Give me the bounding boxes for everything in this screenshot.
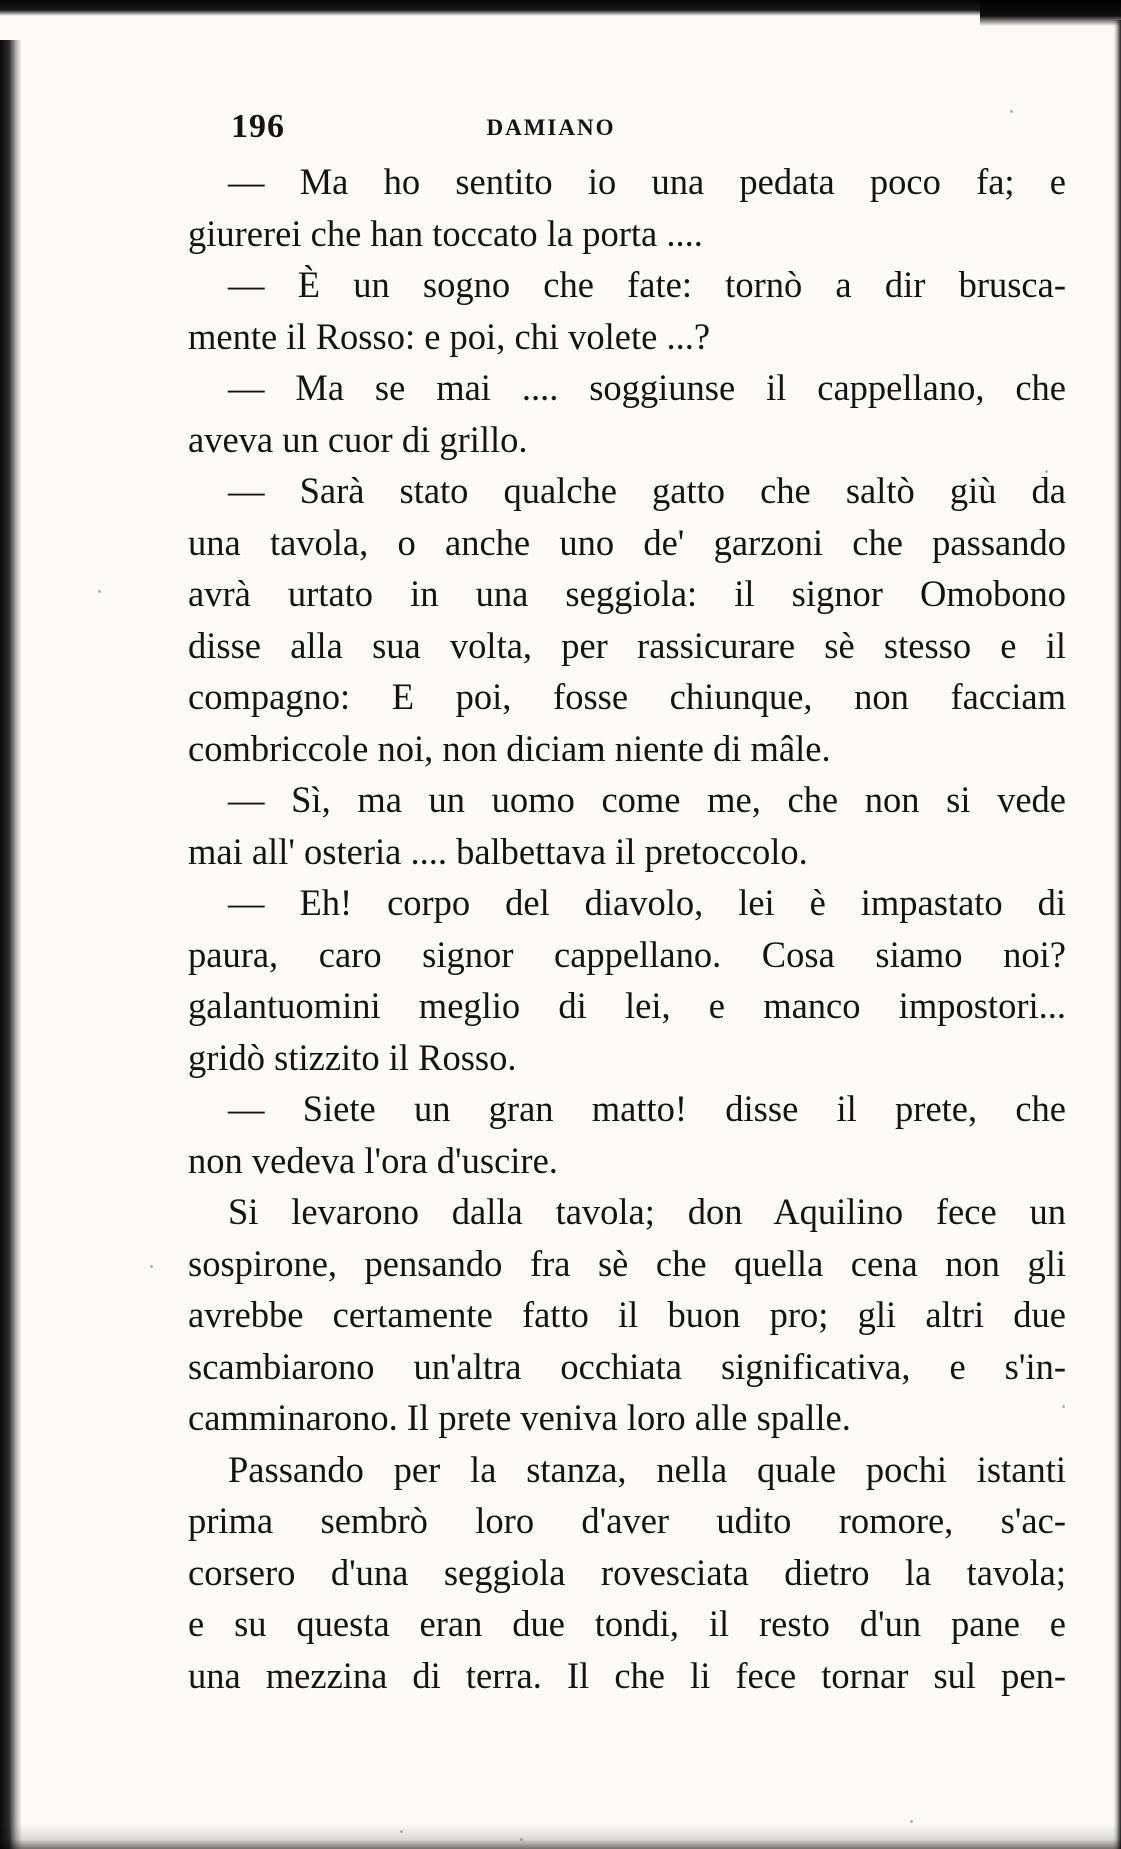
text-line: compagno: E poi, fosse chiunque, non facciam <box>188 676 1066 717</box>
text-line: scambiarono un'altra occhiata significativa, e s'in- <box>188 1345 1066 1387</box>
text-line: — Sì, ma un uomo come me, che non si vede <box>228 779 1066 820</box>
text-line: avrà urtato in una seggiola: il signor Omobono <box>188 573 1066 614</box>
page-number: 196 <box>231 108 285 145</box>
text-line: galantuomini meglio di lei, e manco impostori... <box>188 985 1066 1026</box>
text-line: Passando per la stanza, nella quale pochi istanti <box>228 1448 1066 1490</box>
scan-speck <box>150 1265 153 1268</box>
scan-speck <box>520 1838 523 1841</box>
text-line: una tavola, o anche uno de' garzoni che passando <box>188 521 1066 563</box>
scan-top-corner-shadow <box>980 0 1121 26</box>
text-line: — Ma ho sentito io una pedata poco fa; e <box>228 161 1066 202</box>
text-line: — È un sogno che fate: tornò a dir brusca- <box>228 264 1066 305</box>
text-line: avrebbe certamente fatto il buon pro; gli altri due <box>188 1294 1066 1335</box>
running-head <box>231 108 871 148</box>
text-line: aveva un cuor di grillo. <box>188 418 528 460</box>
body-text <box>188 156 1066 1701</box>
text-line: mai all' osteria .... balbettava il pretoccolo. <box>188 830 808 872</box>
scan-left-gutter-shadow <box>0 40 22 1849</box>
text-line: camminarono. Il prete veniva loro alle spalle. <box>188 1397 851 1438</box>
text-line: combriccole noi, non diciam niente di mâle. <box>188 727 831 769</box>
scan-bottom-shadow <box>0 1823 1121 1849</box>
text-line: paura, caro signor cappellano. Cosa siamo noi? <box>188 933 1066 975</box>
text-line: e su questa eran due tondi, il resto d'un pane e <box>188 1603 1066 1644</box>
text-line: Si levarono dalla tavola; don Aquilino fece un <box>228 1191 1066 1232</box>
running-title: DAMIANO <box>486 115 616 140</box>
scan-right-edge-shadow <box>1113 20 1121 1849</box>
text-line: — Siete un gran matto! disse il prete, che <box>228 1088 1066 1129</box>
text-line: gridò stizzito il Rosso. <box>188 1036 517 1078</box>
text-line: — Ma se mai .... soggiunse il cappellano, che <box>228 367 1066 408</box>
scan-top-border <box>0 0 1121 16</box>
text-line: mente il Rosso: e poi, chi volete ...? <box>188 315 711 357</box>
text-line: — Eh! corpo del diavolo, lei è impastato di <box>228 882 1066 923</box>
text-line: giurerei che han toccato la porta .... <box>188 212 703 254</box>
text-line: sospirone, pensando fra sè che quella cena non gli <box>188 1242 1066 1284</box>
text-line: non vedeva l'ora d'uscire. <box>188 1139 558 1181</box>
scan-speck <box>910 1820 913 1823</box>
text-line: prima sembrò loro d'aver udito romore, s'ac- <box>188 1500 1066 1541</box>
text-line: disse alla sua volta, per rassicurare sè stesso e il <box>188 624 1066 666</box>
scan-speck <box>400 1830 403 1833</box>
text-line: — Sarà stato qualche gatto che saltò giù da <box>228 470 1066 511</box>
scan-speck <box>98 590 101 593</box>
text-line: una mezzina di terra. Il che li fece tornar sul pen- <box>188 1654 1066 1696</box>
text-line: corsero d'una seggiola rovesciata dietro la tavola; <box>188 1551 1066 1593</box>
scan-speck <box>1010 110 1013 113</box>
